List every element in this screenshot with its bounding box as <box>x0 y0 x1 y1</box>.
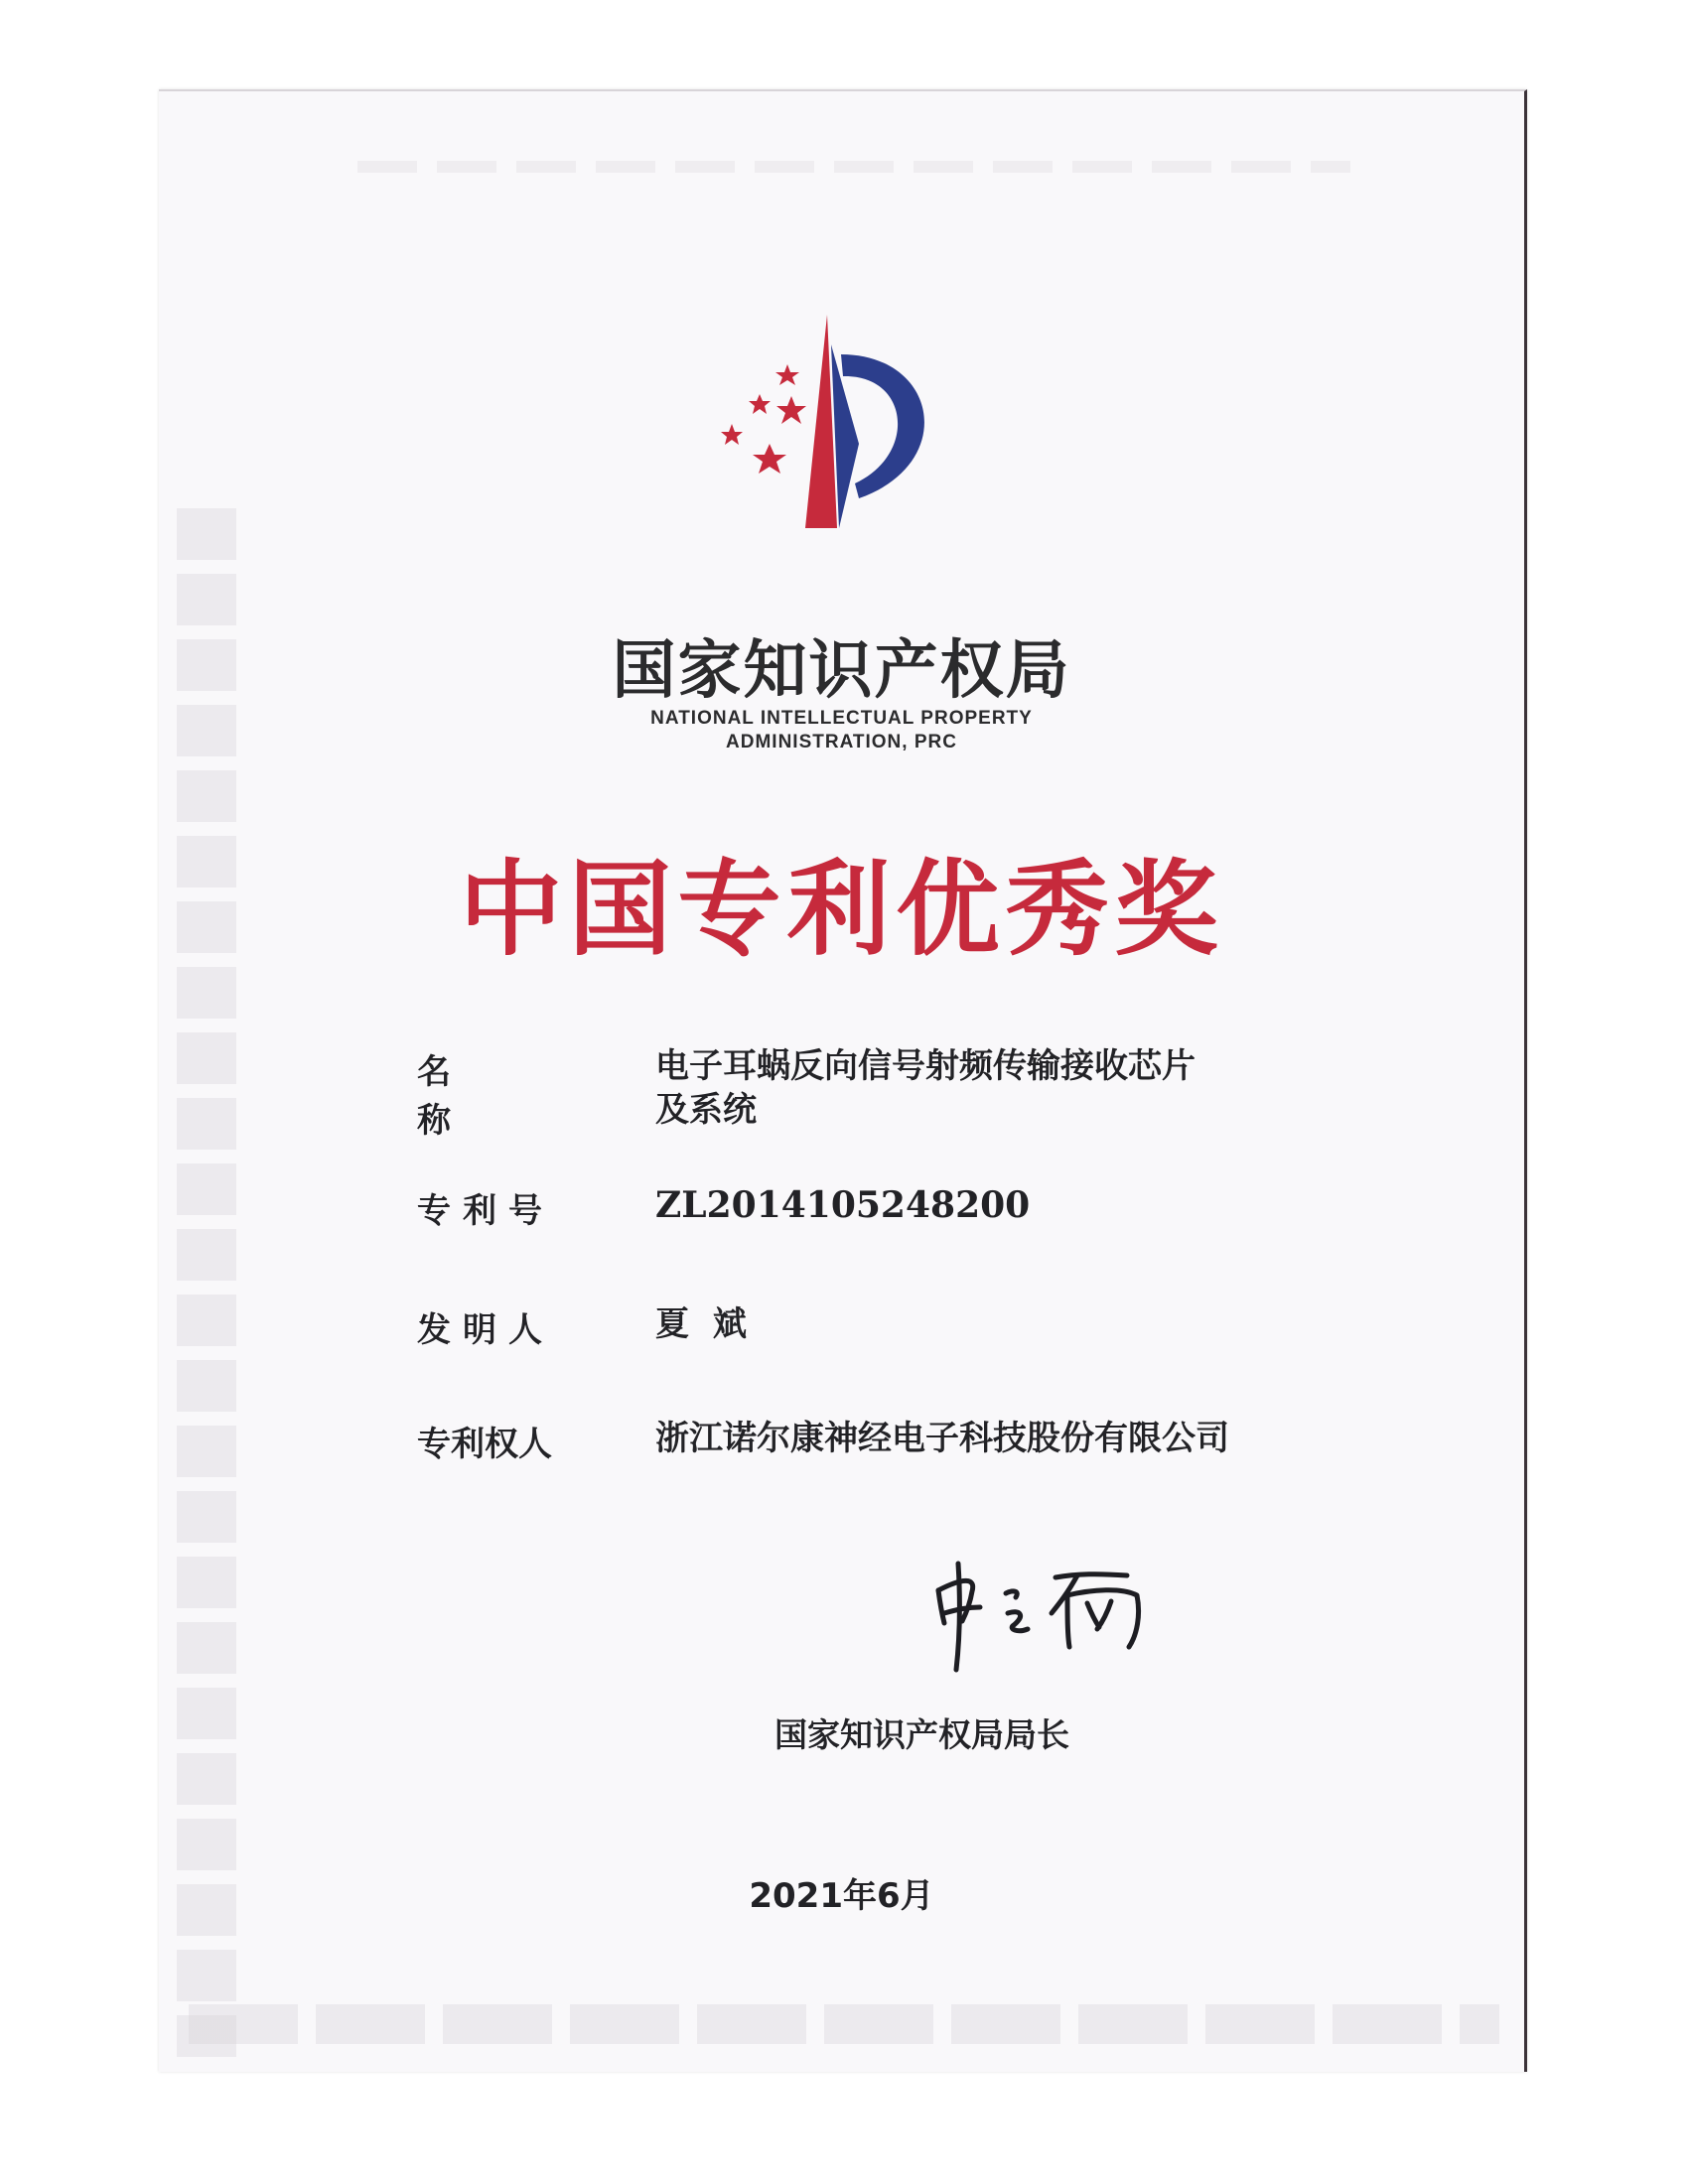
field-patent-number-value: ZL2014105248200 <box>655 1184 1031 1226</box>
decorative-border-top <box>357 161 1350 173</box>
field-name-value <box>655 1044 1370 1132</box>
field-patent-number-label: 专利号 <box>417 1191 554 1231</box>
field-patentee-label: 专利权人 <box>417 1425 552 1464</box>
issuer-name-cn: 国家知识产权局 <box>612 633 1071 708</box>
issue-date: 2021年6月 <box>749 1876 934 1916</box>
star-icon <box>749 394 771 414</box>
field-inventor-label: 发明人 <box>417 1310 554 1350</box>
star-icon <box>753 444 786 474</box>
star-icon <box>721 424 743 445</box>
field-patentee-value: 浙江诺尔康神经电子科技股份有限公司 <box>655 1419 1229 1458</box>
field-inventor-value: 夏 斌 <box>655 1304 753 1344</box>
field-name-label: 名称 <box>417 1052 520 1141</box>
award-title: 中国专利优秀奖 <box>459 849 1224 970</box>
issuer-name-en <box>159 707 1524 754</box>
issuer-name-en-line1: NATIONAL INTELLECTUAL PROPERTY <box>650 708 1033 729</box>
cnipa-emblem-icon <box>710 315 968 613</box>
field-name-value-line2: 及系统 <box>655 1090 757 1130</box>
field-name-value-line1: 电子耳蜗反向信号射频传输接收芯片 <box>655 1046 1196 1086</box>
signature-icon <box>928 1556 1157 1675</box>
issuer-name-en-line2: ADMINISTRATION, PRC <box>726 732 957 752</box>
decorative-border-bottom <box>189 2004 1499 2044</box>
certificate-sheet <box>159 89 1527 2072</box>
star-icon <box>775 364 799 385</box>
star-icon <box>776 396 806 424</box>
signatory-title: 国家知识产权局局长 <box>774 1715 1069 1754</box>
